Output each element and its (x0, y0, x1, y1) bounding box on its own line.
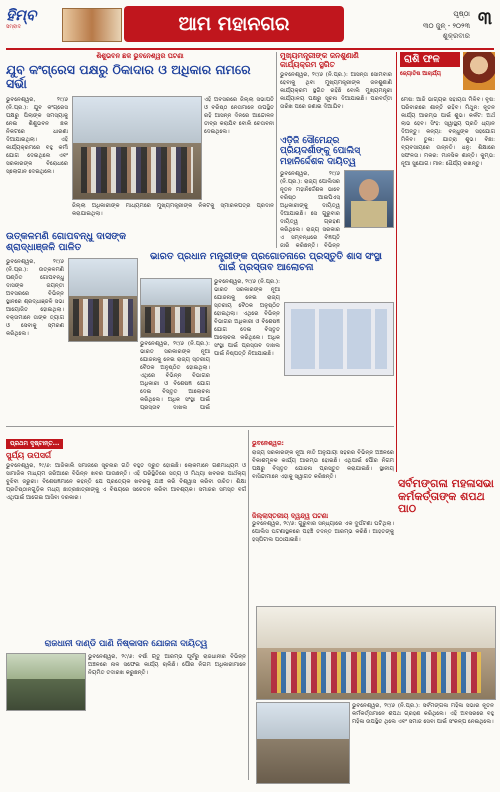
story-body: ରାଜ୍ୟ ସରକାରଙ୍କ ନୂଆ ନୀତି ଅନୁଯାୟୀ ସହରର ବିଭିନ୍ନ ଅଞ୍ଚଳରେ ବିକାଶମୂଳକ କାର୍ଯ୍ୟ ଆରମ୍ଭ ହୋଇଛି। ଏଥିପାଇଁ ପୌର ନିଗମ ପକ୍ଷରୁ ବିସ୍ତୃତ ଯୋଜନା ପ୍ରସ୍ତୁତ କରାଯାଇଛି। ସ୍ଥାନୀୟ ବାସିନ୍ଦାମାନେ ଏହାକୁ ସ୍ୱାଗତ କରିଛନ୍ତି। (252, 450, 394, 480)
newspaper-logo (6, 6, 58, 42)
story-photo (68, 258, 138, 342)
story-body: ଭୁବନେଶ୍ୱର, ୨୯/୬: ଆଜିକାଲି ସମାଜରେ ସୂଚନାର ଗତି ବହୁତ ଦ୍ରୁତ ହୋଇଛି। ଲୋକମାନେ ଗଣମାଧ୍ୟମ ଓ ସାମାଜିକ ମାଧ୍ୟମ ଜରିଆରେ ବିଭିନ୍ନ ଖବର ପାଉଛନ୍ତି। ଏହି ପରିସ୍ଥିତିରେ ସତ୍ୟ ଓ ମିଥ୍ୟା ଖବରର ପାର୍ଥକ୍ୟ ବୁଝିବା ଜରୁରୀ। ବିଶେଷଜ୍ଞମାନେ କହନ୍ତି ଯେ ପ୍ରତ୍ୟେକ ଖବରକୁ ଯାଞ୍ଚ କରି ବିଶ୍ୱାସ କରିବା ଉଚିତ। ଶିକ୍ଷା ପ୍ରତିଷ୍ଠାନଗୁଡ଼ିକ ମଧ୍ୟ ଛାତ୍ରଛାତ୍ରୀଙ୍କୁ ଏ ବିଷୟରେ ସଚେତନ କରିବା ଆବଶ୍ୟକ। ସମାଜର ସମସ୍ତ ବର୍ଗ ଏଥିପାଇଁ ଆଗେଇ ଆସିବା ଦରକାର। (6, 463, 246, 502)
women-group-photo (256, 606, 496, 700)
story-headline: ସୁର୍ଯ୍ୟ ଉପସର୍ଗ (6, 451, 52, 460)
bottom-water-story (6, 640, 246, 782)
story-kicker: ପ୍ରଥମ ଦୃଷ୍ଟାନ୍ତ... (6, 439, 63, 449)
bottom-center-headline-wrap (252, 592, 352, 604)
section-title-bar (124, 6, 344, 42)
police-story (280, 136, 392, 248)
divider (6, 426, 394, 427)
top-left-story (6, 52, 274, 228)
masthead (6, 4, 494, 50)
bottom-photo (256, 702, 350, 784)
divider (276, 52, 277, 248)
story-photo (140, 278, 212, 338)
astrology-title: ରାଶି ଫଳ (400, 52, 460, 67)
astrology-text: ମେଷ: ଆଜି ଭାଗ୍ୟର ସହାୟତା ମିଳିବ। ବୃଷ: ପରିବାରରେ ଶାନ୍ତି ରହିବ। ମିଥୁନ: ନୂତନ କାର୍ଯ୍ୟ ଆରମ୍ଭ ପାଇଁ ଶୁଭ। କର୍କଟ: ଅର୍ଥ ଲାଭ ହେବ। ସିଂହ: ସ୍ୱାସ୍ଥ୍ୟ ପ୍ରତି ଧ୍ୟାନ ଦିଅନ୍ତୁ। କନ୍ୟା: ବନ୍ଧୁଙ୍କ ସହଯୋଗ ମିଳିବ। ତୁଳା: ଯାତ୍ରା ଶୁଭ। ବିଛା: ବ୍ୟବସାୟରେ ଉନ୍ନତି। ଧନୁ: ଶିକ୍ଷାରେ ସଫଳତା। ମକର: ମାନସିକ ଶାନ୍ତି। କୁମ୍ଭ: ନୂଆ ସୁଯୋଗ। ମୀନ: ଧୈର୍ଯ୍ୟ ରଖନ୍ତୁ। (401, 97, 495, 167)
center-top-story (280, 52, 392, 134)
story-headline: ରାଜଧାନୀ ଦାଣ୍ଡି ପାଣି ନିଷ୍କାସନ ଯୋଜନା ଦାୟିତ୍ୱ (44, 639, 208, 649)
story-body: ଭୁବନେଶ୍ୱର, ୨୯/୬ (ନି.ପ୍ର.): ଆସନ୍ତା ସୋମବାର ହେବାକୁ ଥିବା ମୁଖ୍ୟମନ୍ତ୍ରୀଙ୍କ ଜନଶୁଣାଣି କାର୍ଯ୍ୟକ୍ରମ ସ୍ଥଗିତ ରହିଛି ବୋଲି ମୁଖ୍ୟମନ୍ତ୍ରୀ କାର୍ଯ୍ୟାଳୟ ପକ୍ଷରୁ ସୂଚନା ଦିଆଯାଇଛି। ପରବର୍ତ୍ତୀ ତାରିଖ ପରେ ଜଣାଇ ଦିଆଯିବ। (280, 72, 392, 111)
women-story-body: ଭୁବନେଶ୍ୱର, ୨୯/୬ (ନି.ପ୍ର.): ସର୍ବମଙ୍ଗଳା ମହିଳା ସଭାର ନୂତନ କର୍ମକର୍ତ୍ତାମାନେ ଶପଥ ଗ୍ରହଣ କରିଥିଲେ। ଏହି ଅବସରରେ ବହୁ ମହିଳା ଉପସ୍ଥିତ ଥିଲେ ଏବଂ ସମାଜ ସେବା ପାଇଁ ସଂକଳ୍ପ ନେଇଥିଲେ। (352, 703, 494, 725)
issue-day: ଶୁକ୍ରବାର (442, 32, 470, 40)
story-body: ଭୁବନେଶ୍ୱର, ୨୯/୬ (ନି.ପ୍ର.): ଉତ୍କଳମଣି ପଣ୍ଡିତ ଗୋପବନ୍ଧୁ ଦାସଙ୍କ ଜୟନ୍ତୀ ଅବସରରେ ବିଭିନ୍ନ ସ୍ଥାନରେ ଶ୍ରଦ୍ଧାଞ୍ଜଳି ସଭା ଆୟୋଜିତ ହୋଇଥିଲା। ବକ୍ତାମାନେ ତାଙ୍କ ତ୍ୟାଗ ଓ ସେବାକୁ ସ୍ମରଣ କରିଥିଲେ। (6, 258, 64, 337)
story-photo (72, 96, 202, 200)
story-photo (6, 653, 86, 711)
astrology-sidebar (396, 52, 495, 472)
story-body: ଭୁବନେଶ୍ୱର, ୨୯/୬ (ନି.ପ୍ର.): ଭାରତ ସରକାରଙ୍କ ନୂଆ ଯୋଜନାକୁ ନେଇ ରାଜ୍ୟ ସ୍ତରୀୟ ବୈଠକ ଅନୁଷ୍ଠିତ ହୋଇଥିଲା। ଏଥିରେ ବିଭିନ୍ନ ବିଭାଗର ଅଧିକାରୀ ଓ ବିଶେଷଜ୍ଞ ଯୋଗ ଦେଇ ବିସ୍ତୃତ ଆଲୋଚନା କରିଥିଲେ। ଅଧିକ ସଂସ୍ଥା ପାଇଁ ପ୍ରସ୍ତାବ ଦାଖଲ ପାଇଁ ନିଷ୍ପତ୍ତି ନିଆଯାଇଛି। (214, 278, 280, 357)
story-headline: ସର୍ବମଙ୍ଗଳା ମହଳାସଭା କର୍ମକର୍ତ୍ତାଙ୍କ ଶପଥ ପାଠ (398, 477, 494, 516)
story-headline: ମୁଖ୍ୟମନ୍ତ୍ରୀଙ୍କ ଜନଶୁଣାଣି କାର୍ଯ୍ୟକ୍ରମ ସ୍ଥଗିତ (280, 51, 359, 69)
astrologer-photo (463, 52, 495, 90)
mid-left-story (6, 232, 136, 422)
section-title: ଆମ ମହାନଗର (178, 13, 290, 35)
story-body-footer: ଜିଲ୍ଲା ଅଧିକାରୀଙ୍କ ମାଧ୍ୟମରେ ମୁଖ୍ୟମନ୍ତ୍ରୀଙ୍କ ନିକଟକୁ ସ୍ମାରକପତ୍ର ପ୍ରଦାନ କରାଯାଇଥିଲା। (72, 202, 274, 217)
story-headline: ଭାରତ ପ୍ରଧାନ ମନ୍ତ୍ରୀଙ୍କ ପ୍ରଗୋତନାରେ ପ୍ରସ୍ତୁତି ଶାସ ସଂସ୍ଥା ପାଇଁ ପ୍ରସ୍ତାବ ଆଲୋଚନା (150, 251, 382, 273)
story-headline: ଉତ୍କଳମଣି ଗୋପବନ୍ଧୁ ଦାସଙ୍କ ଶ୍ରାଦ୍ଧାଞ୍ଜଳି ପାଳିତ (6, 231, 127, 253)
lower-center-story (252, 430, 394, 588)
story-kicker: ଭୁବନେଶ୍ୱର: (252, 440, 284, 447)
logo-text: ହିମ୍ବ (6, 6, 37, 24)
logo-subtext: ସମ୍ବାଦ (6, 24, 21, 30)
astrology-subtitle: ଜ୍ୟୋତିଷ ଆଚାର୍ଯ୍ୟ (400, 71, 441, 77)
page-label: ପୃଷ୍ଠା (453, 10, 470, 18)
header-ad-image (62, 8, 122, 42)
story-body: ଭୁବନେଶ୍ୱର, ୨୯/୬: ବର୍ଷା ଋତୁ ଆରମ୍ଭ ପୂର୍ବରୁ ରାଜଧାନୀର ବିଭିନ୍ନ ଅଞ୍ଚଳରେ ନାଳ ସଫେଇ କାର୍ଯ୍ୟ ଚାଲିଛି। ପୌର ନିଗମ ଅଧିକାରୀମାନେ ନିୟମିତ ତଦାରଖ କରୁଛନ୍ତି। (88, 653, 246, 676)
story-body-continued: ଭୁବନେଶ୍ୱର, ୨୯/୬ (ନି.ପ୍ର.): ଭାରତ ସରକାରଙ୍କ ନୂଆ ଯୋଜନାକୁ ନେଇ ରାଜ୍ୟ ସ୍ତରୀୟ ବୈଠକ ଅନୁଷ୍ଠିତ ହୋଇଥିଲା। ଏଥିରେ ବିଭିନ୍ନ ବିଭାଗର ଅଧିକାରୀ ଓ ବିଶେଷଜ୍ଞ ଯୋଗ ଦେଇ ବିସ୍ତୃତ ଆଲୋଚନା କରିଥିଲେ। ଅଧିକ ସଂସ୍ଥା ପାଇଁ ପ୍ରସ୍ତାବ ଦାଖଲ ପାଇଁ (140, 340, 210, 410)
story-body-continued: ଏହି ଅବସରରେ ଜିଲ୍ଲା ସଭାପତି ଓ ବରିଷ୍ଠ ନେତାମାନେ ଉପସ୍ଥିତ ରହି ଆସନ୍ନ ଦିନରେ ଆନ୍ଦୋଳନ ତୀବ୍ର କରାଯିବ ବୋଲି ଚେତାବନୀ ଦେଇଥିଲେ। (204, 96, 274, 135)
story-headline: ଯୁବ କଂଗ୍ରେସ ପକ୍ଷରୁ ଠିକାଦାର ଓ ଅଧିକାର ନାମରେ ସର୍ଭା (6, 62, 251, 92)
story-subhead: ଜିଲ୍ଲାସ୍ତରୀୟ ଦ୍ୱନ୍ଦ୍ୱ ଘଟଣା (252, 512, 329, 520)
page-number: ୩ (477, 8, 492, 29)
meeting-photo (284, 302, 394, 376)
story-headline: ଏଡ଼ିଜି ସୌମେନ୍ଦ୍ର ପ୍ରିୟଦର୍ଶୀଙ୍କୁ ପୋଲିସ୍ ମହାନିର୍ଦ୍ଦେଶକ ଦାୟିତ୍ୱ (280, 136, 361, 167)
divider (248, 430, 249, 780)
issue-date: ୩୦ ଜୁନ୍ - ୨୦୨୩ (423, 22, 470, 30)
story-body-2: ଭୁବନେଶ୍ୱର, ୨୯/୬: ଗୁରୁବାର ସନ୍ଧ୍ୟାରେ ଏକ ଦୁର୍ଘଟଣା ଘଟିଥିଲା। ପୋଲିସ ଘଟଣାସ୍ଥଳରେ ପହଞ୍ଚି ତଦନ୍ତ ଆରମ୍ଭ କରିଛି। ଆହତଙ୍କୁ ହସ୍ପିଟାଲ ପଠାଯାଇଛି। (252, 521, 394, 544)
story-body: ଭୁବନେଶ୍ୱର, ୨୯/୬ (ନି.ପ୍ର.): ରାଜ୍ୟ ପୋଲିସର ନୂତନ ମହାନିର୍ଦ୍ଦେଶକ ଭାବେ ବରିଷ୍ଠ ଆଇପିଏସ୍ ଅଧିକାରୀଙ୍କୁ ଦାୟିତ୍ୱ ଦିଆଯାଇଛି। ସେ ଗୁରୁବାର ଦାୟିତ୍ୱ ଗ୍ରହଣ କରିଥିଲେ। ରାଜ୍ୟ ସରକାର ଏ ସମ୍ବନ୍ଧରେ ବିଜ୍ଞପ୍ତି ଜାରି କରିଛନ୍ତି। ବିଭିନ୍ନ (280, 171, 340, 250)
date-block (342, 6, 492, 44)
mid-center-story (140, 252, 392, 422)
story-kicker: ଶିଶୁଭବନ ଛକ ଭୁବନେଶ୍ୱର ଘଟଣା (96, 52, 184, 60)
story-body: ଭୁବନେଶ୍ୱର, ୨୯/୬ (ନି.ପ୍ର.): ଯୁବ କଂଗ୍ରେସ ପକ୍ଷରୁ ପିଲାଙ୍କ ସମସ୍ୟାକୁ ନେଇ ଶିଶୁଭବନ ଛକ ନିକଟରେ ଧାରଣା ଦିଆଯାଇଥିଲା। ଏହି କାର୍ଯ୍ୟକ୍ରମରେ ବହୁ କର୍ମୀ ଯୋଗ ଦେଇଥିଲେ ଏବଂ ସରକାରଙ୍କ ବିରୋଧରେ ସ୍ଲୋଗାନ ଦେଇଥିଲେ। (6, 96, 68, 175)
officer-portrait (344, 170, 394, 228)
